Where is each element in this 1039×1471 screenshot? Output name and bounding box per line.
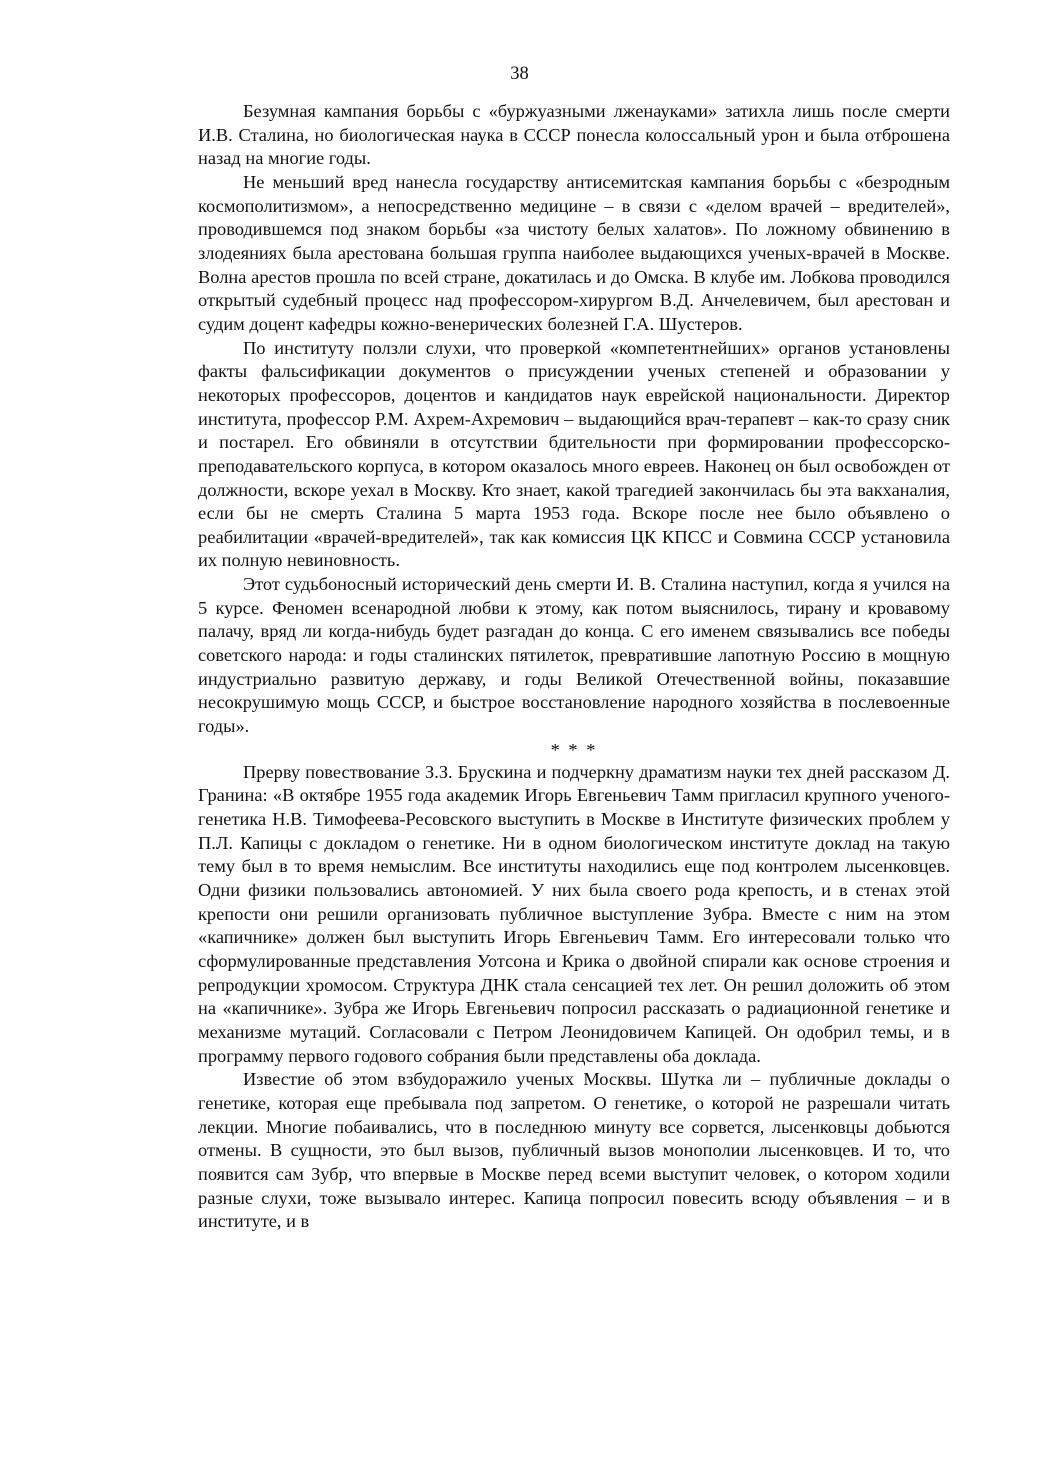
paragraph: Известие об этом взбудоражило ученых Москвы. Шутка ли – публичные доклады о генетике, которая еще пребывала под запретом. О генетике, о которой не разрешали читать лекции. Многие побаивались, что в последнюю минуту все сорвется, лысенковцы добьются отмены. В сущности, это был вызов, публичный вызов монополии лысенковцев. И то, что появится сам Зубр, что впервые в Москве перед всеми выступит человек, о котором ходили разные слухи, тоже вызывало интерес. Капица попросил повесить всюду объявления – и в институте, и в <box>198 1069 950 1232</box>
paragraph: Прерву повествование З.З. Брускина и подчеркну драматизм науки тех дней рассказом Д. Гранина: «В октябре 1955 года академик Игорь Евгеньевич Тамм пригласил крупного ученого-генетика Н.В. Тимофеева-Ресовского выступить в Москве в Институте физических проблем у П.Л. Капицы с докладом о генетике. Ни в одном биологическом институте доклад на такую тему был в то время немыслим. Все институты находились еще под контролем лысенковцев. Одни физики пользовались автономией. У них была своего рода крепость, и в стенах этой крепости они решили организовать публичное выступление Зубра. Вместе с ним на этом «капичнике» должен был выступить Игорь Евгеньевич Тамм. Его интересовали только что сформулированные представления Уотсона и Крика о двойной спирали как основе строения и репродукции хромосом. Структура ДНК стала сенсацией тех лет. Он решил доложить об этом на «капичнике». Зубра же Игорь Евгеньевич попросил рассказать о радиационной генетике и механизме мутаций. Согласовали с Петром Леонидовичем Капицей. Он одобрил темы, и в программу первого годового собрания были представлены оба доклада. <box>198 761 950 1066</box>
body-text <box>198 100 950 1234</box>
section-separator: * * * <box>550 739 598 760</box>
paragraph: По институту ползли слухи, что проверкой «компетентнейших» органов установлены факты фальсификации документов о присуждении ученых степеней и образовании у некоторых профессоров, доцентов и кандидатов наук еврейской национальности. Директор института, профессор Р.М. Ахрем-Ахремович – выдающийся врач-терапевт – как-то сразу сник и постарел. Его обвиняли в отсутствии бдительности при формировании профессорско-преподавательского корпуса, в котором оказалось много евреев. Наконец он был освобожден от должности, вскоре уехал в Москву. Кто знает, какой трагедией закончилась бы эта вакханалия, если бы не смерть Сталина 5 марта 1953 года. Вскоре после нее было объявлено о реабилитации «врачей-вредителей», так как комиссия ЦК КПСС и Совмина СССР установила их полную невиновность. <box>198 337 950 571</box>
paragraph: Этот судьбоносный исторический день смерти И. В. Сталина наступил, когда я учился на 5 курсе. Феномен всенародной любви к этому, как потом выяснилось, тирану и кровавому палачу, вряд ли когда-нибудь будет разгадан до конца. С его именем связывались все победы советского народа: и годы сталинских пятилеток, превратившие лапотную Россию в мощную индустриально развитую державу, и годы Великой Отечественной войны, показавшие несокрушимую мощь СССР, и быстрое восстановление народного хозяйства в послевоенные годы». <box>198 574 950 737</box>
page-number: 38 <box>510 64 529 84</box>
paragraph: Не меньший вред нанесла государству антисемитская кампания борьбы с «безродным космополитизмом», а непосредственно медицине – в связи с «делом врачей – вредителей», проводившемся под знаком борьбы «за чистоту белых халатов». По ложному обвинению в злодеяниях была арестована большая группа наиболее выдающихся ученых-врачей в Москве. Волна арестов прошла по всей стране, докатилась и до Омска. В клубе им. Лобкова проводился открытый судебный процесс над профессором-хирургом В.Д. Анчелевичем, был арестован и судим доцент кафедры кожно-венерических болезней Г.А. Шустеров. <box>198 171 950 334</box>
paragraph: Безумная кампания борьбы с «буржуазными лженауками» затихла лишь после смерти И.В. Сталина, но биологическая наука в СССР понесла колоссальный урон и была отброшена назад на многие годы. <box>198 101 950 169</box>
